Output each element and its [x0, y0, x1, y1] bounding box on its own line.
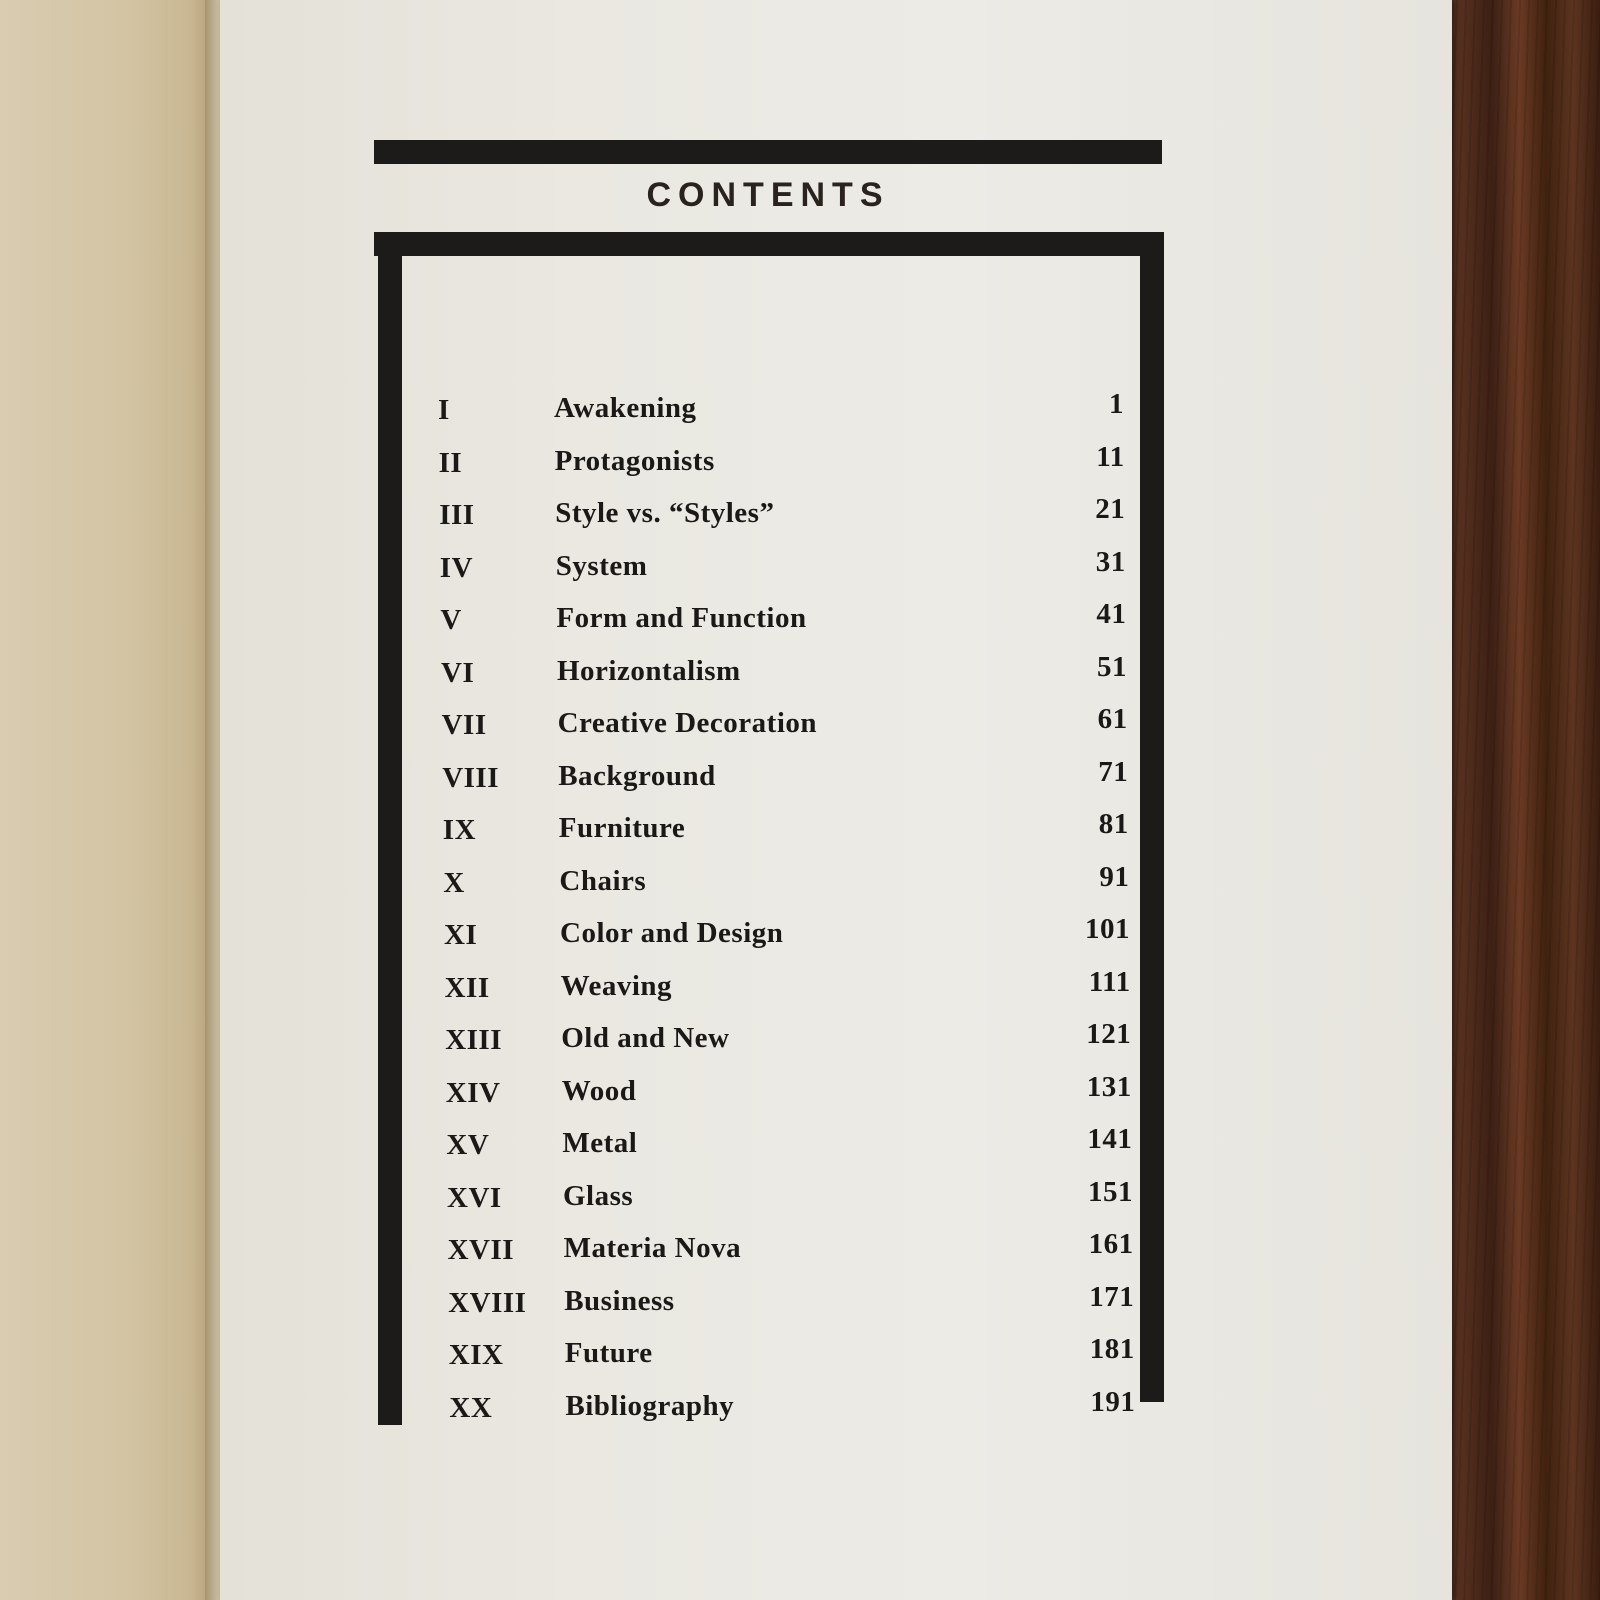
chapter-title: Business — [564, 1284, 675, 1317]
chapter-number: XI — [444, 919, 478, 951]
page-number: 121 — [1086, 1018, 1132, 1050]
left-page — [0, 0, 210, 1600]
chapter-number: VI — [441, 656, 475, 689]
toc-entry — [446, 1071, 1132, 1124]
page-number: 191 — [1090, 1385, 1136, 1418]
toc-entry — [448, 1281, 1134, 1334]
page-number: 91 — [1099, 860, 1130, 893]
page-number: 11 — [1096, 440, 1125, 473]
page-number: 161 — [1088, 1228, 1134, 1260]
chapter-number: IV — [439, 551, 474, 584]
chapter-title: Protagonists — [554, 444, 715, 477]
chapter-title: Awakening — [554, 392, 697, 424]
toc-entry — [445, 1018, 1131, 1071]
page-number: 141 — [1087, 1123, 1133, 1155]
chapter-title: Weaving — [560, 969, 673, 1002]
page-number: 61 — [1097, 703, 1128, 735]
chapter-title: Style vs. “Styles” — [555, 497, 775, 529]
chapter-number: VII — [441, 709, 487, 741]
toc-entry — [439, 493, 1125, 546]
toc-entry — [439, 441, 1125, 494]
toc-entry — [443, 861, 1129, 914]
toc-entry — [446, 1123, 1132, 1176]
toc-entry — [440, 598, 1126, 651]
chapter-number: XVI — [447, 1181, 502, 1214]
frame-left-rule — [378, 232, 402, 1425]
chapter-number: X — [443, 866, 465, 899]
page-number: 181 — [1089, 1333, 1135, 1365]
toc-entry — [448, 1228, 1134, 1281]
toc-entry — [443, 808, 1129, 861]
chapter-title: System — [555, 549, 648, 582]
chapter-number: XVIII — [448, 1286, 527, 1319]
toc-entry — [445, 966, 1131, 1019]
chapter-title: Chairs — [559, 864, 647, 897]
chapter-title: Old and New — [561, 1022, 730, 1054]
toc-entry — [440, 546, 1126, 599]
page-number: 21 — [1095, 493, 1126, 525]
page-number: 171 — [1089, 1280, 1135, 1313]
toc-entry — [449, 1386, 1135, 1439]
contents-heading: CONTENTS — [646, 176, 890, 214]
chapter-number: XV — [446, 1129, 490, 1161]
toc-entry — [441, 651, 1127, 704]
toc-entry — [438, 388, 1124, 441]
frame-right-rule — [1140, 232, 1164, 1402]
header-rule — [374, 140, 1162, 164]
chapter-number: XVII — [447, 1234, 515, 1266]
toc-entry — [442, 703, 1128, 756]
chapter-number: XIX — [448, 1339, 504, 1371]
chapter-title: Creative Decoration — [557, 707, 818, 739]
chapter-title: Horizontalism — [557, 654, 741, 687]
page-number: 71 — [1098, 755, 1129, 788]
page-number: 101 — [1085, 913, 1130, 945]
chapter-number: XIV — [445, 1076, 501, 1109]
chapter-number: XIII — [445, 1024, 503, 1056]
chapter-title: Form and Function — [556, 602, 807, 634]
toc-entry — [442, 756, 1128, 809]
chapter-title: Materia Nova — [563, 1232, 742, 1264]
chapter-number: I — [438, 394, 450, 426]
toc-entry — [447, 1176, 1133, 1229]
table-of-contents — [438, 388, 1136, 1438]
page-number: 41 — [1096, 598, 1127, 630]
page-number: 81 — [1098, 808, 1129, 840]
page-number: 151 — [1088, 1175, 1133, 1208]
chapter-title: Bibliography — [565, 1389, 735, 1422]
page-number: 131 — [1086, 1070, 1132, 1103]
chapter-number: XII — [444, 971, 490, 1004]
toc-entry — [449, 1333, 1135, 1386]
page-number: 51 — [1097, 650, 1127, 683]
chapter-number: IX — [442, 814, 477, 846]
chapter-number: II — [438, 446, 463, 479]
page-number: 1 — [1109, 388, 1124, 420]
chapter-title: Glass — [563, 1179, 634, 1212]
page-number: 111 — [1088, 965, 1131, 998]
chapter-number: V — [440, 604, 462, 636]
toc-entry — [444, 913, 1130, 966]
chapter-title: Background — [558, 759, 716, 792]
chapter-title: Metal — [562, 1127, 638, 1159]
chapter-title: Furniture — [558, 812, 686, 844]
chapter-number: VIII — [442, 761, 500, 794]
chapter-title: Future — [564, 1337, 653, 1369]
chapter-number: III — [439, 499, 475, 531]
chapter-number: XX — [449, 1391, 493, 1424]
chapter-title: Color and Design — [560, 917, 784, 949]
frame-top-rule — [374, 232, 1164, 256]
chapter-title: Wood — [561, 1074, 637, 1107]
page-number: 31 — [1095, 545, 1126, 578]
